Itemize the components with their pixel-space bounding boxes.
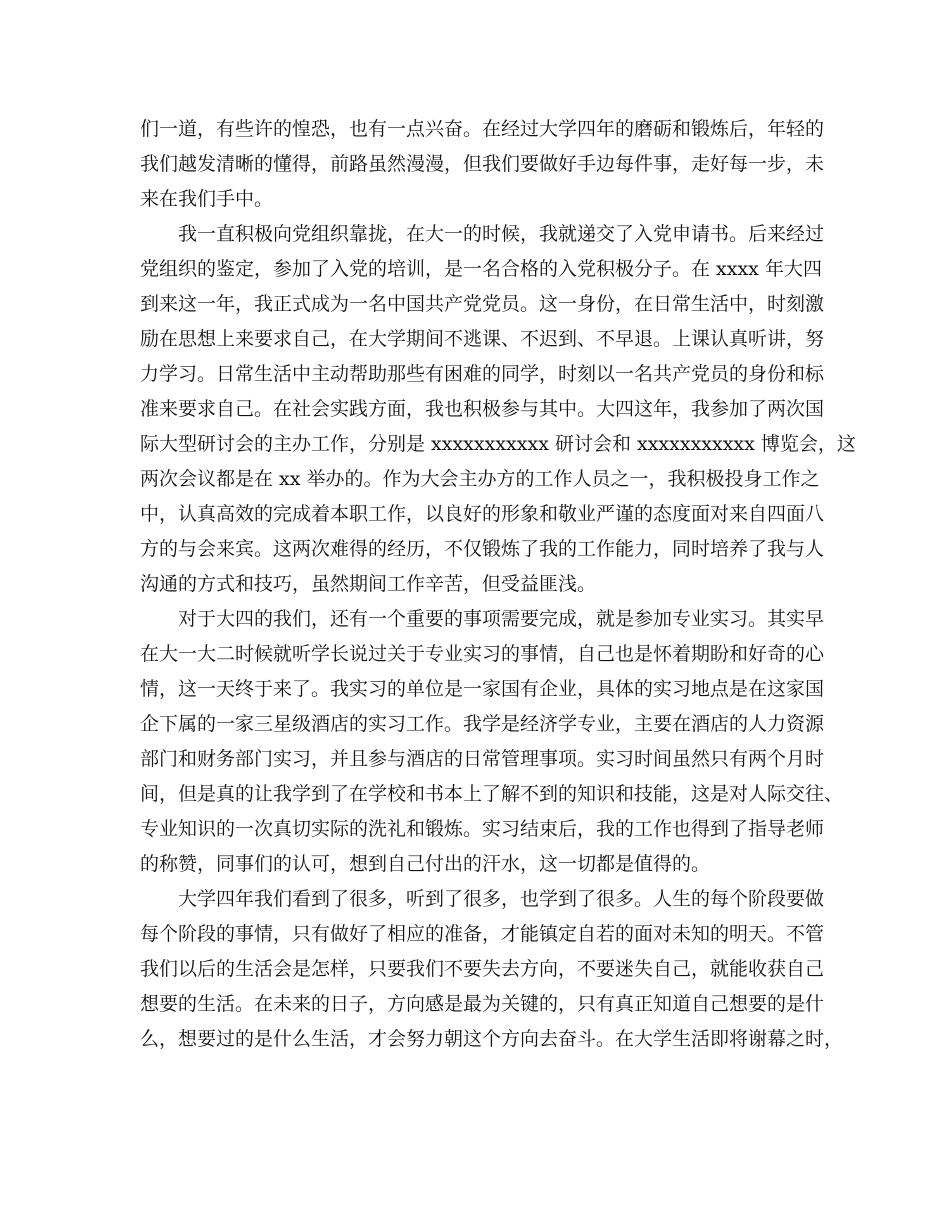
text-line: 专业知识的一次真切实际的洗礼和锻炼。实习结束后，我的工作也得到了指导老师 — [140, 818, 825, 840]
paragraph-4 — [140, 882, 844, 1057]
text-line: 准来要求自己。在社会实践方面，我也积极参与其中。大四这年，我参加了两次国 — [140, 398, 825, 420]
text-line: 党组织的鉴定，参加了入党的培训，是一名合格的入党积极分子。在 xxxx 年大四 — [140, 258, 822, 280]
text-line: 间，但是真的让我学到了在学校和书本上了解不到的知识和技能，这是对人际交往、 — [140, 783, 844, 805]
text-line: 对于大四的我们，还有一个重要的事项需要完成，就是参加专业实习。其实早 — [178, 608, 825, 630]
text-line: 部门和财务部门实习，并且参与酒店的日常管理事项。实习时间虽然只有两个月时 — [140, 748, 825, 770]
text-line: 情，这一天终于来了。我实习的单位是一家国有企业，具体的实习地点是在这家国 — [140, 678, 825, 700]
document-page — [140, 112, 856, 1057]
paragraph-2 — [140, 217, 856, 602]
text-line: 企下属的一家三星级酒店的实习工作。我学是经济学专业，主要在酒店的人力资源 — [140, 713, 825, 735]
text-line: 我们以后的生活会是怎样，只要我们不要失去方向，不要迷失自己，就能收获自己 — [140, 958, 825, 980]
text-line: 每个阶段的事情，只有做好了相应的准备，才能镇定自若的面对未知的明天。不管 — [140, 923, 825, 945]
text-line: 两次会议都是在 xx 举办的。作为大会主办方的工作人员之一，我积极投身工作之 — [140, 468, 820, 490]
text-line: 中，认真高效的完成着本职工作，以良好的形象和敬业严谨的态度面对来自四面八 — [140, 503, 825, 525]
text-line: 想要的生活。在未来的日子，方向感是最为关键的，只有真正知道自己想要的是什 — [140, 993, 825, 1015]
text-line: 的称赞，同事们的认可，想到自己付出的汗水，这一切都是值得的。 — [140, 853, 711, 875]
text-line: 力学习。日常生活中主动帮助那些有困难的同学，时刻以一名共产党员的身份和标 — [140, 363, 825, 385]
text-line: 大学四年我们看到了很多，听到了很多，也学到了很多。人生的每个阶段要做 — [178, 888, 825, 910]
text-line: 励在思想上来要求自己，在大学期间不逃课、不迟到、不早退。上课认真听讲，努 — [140, 328, 825, 350]
text-line: 到来这一年，我正式成为一名中国共产党党员。这一身份，在日常生活中，时刻激 — [140, 293, 825, 315]
text-line: 我一直积极向党组织靠拢，在大一的时候，我就递交了入党申请书。后来经过 — [178, 223, 825, 245]
text-line: 方的与会来宾。这两次难得的经历，不仅锻炼了我的工作能力，同时培养了我与人 — [140, 538, 825, 560]
text-line: 沟通的方式和技巧，虽然期间工作辛苦，但受益匪浅。 — [140, 573, 597, 595]
paragraph-3 — [140, 602, 844, 882]
text-line: 们一道，有些许的惶恐，也有一点兴奋。在经过大学四年的磨砺和锻炼后，年轻的 — [140, 118, 825, 140]
text-line: 来在我们手中。 — [140, 188, 274, 210]
text-line: 我们越发清晰的懂得，前路虽然漫漫，但我们要做好手边每件事，走好每一步，未 — [140, 153, 825, 175]
paragraph-1 — [140, 112, 825, 217]
text-line: 么，想要过的是什么生活，才会努力朝这个方向去奋斗。在大学生活即将谢幕之时， — [140, 1028, 844, 1050]
text-line: 在大一大二时候就听学长说过关于专业实习的事情，自己也是怀着期盼和好奇的心 — [140, 643, 825, 665]
text-line: 际大型研讨会的主办工作，分别是 xxxxxxxxxxx 研讨会和 xxxxxxxxxxx 博览会，这 — [140, 433, 856, 455]
